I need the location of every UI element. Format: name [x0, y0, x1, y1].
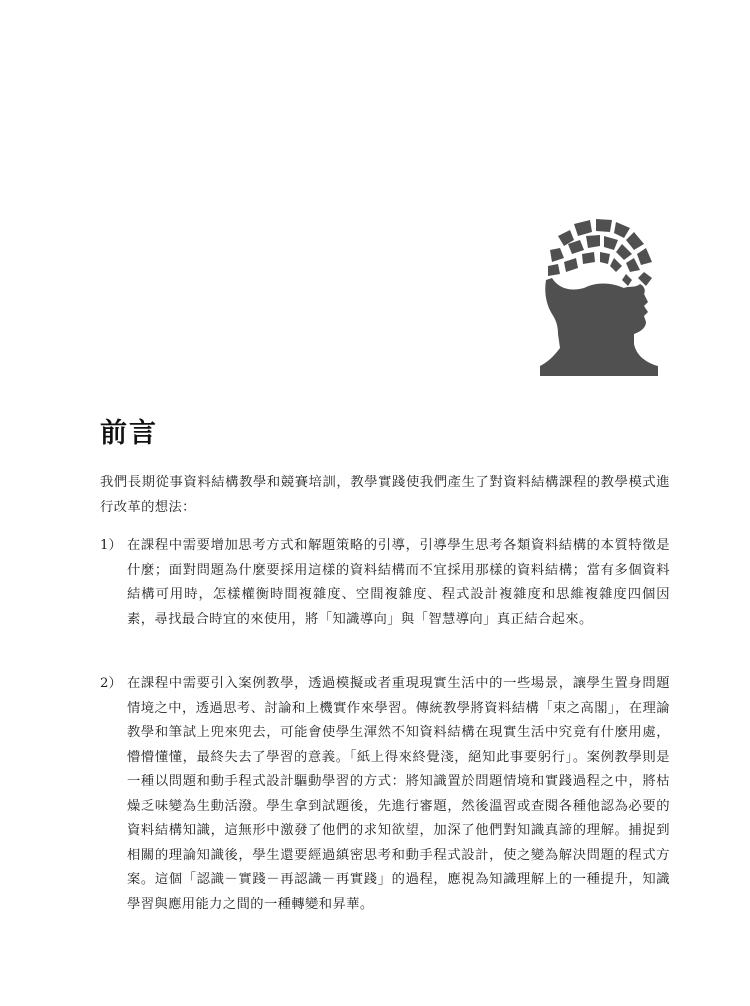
brain-tile	[637, 248, 652, 265]
list-item	[100, 672, 670, 917]
list-item-number: 1）	[100, 538, 122, 553]
brain-tile	[600, 252, 610, 264]
brain-tile	[638, 272, 652, 286]
list-item-text: 在課程中需要引入案例教學，透過模擬或者重現現實生活中的一些場景，讓學生置身問題情境之中，透過思考、討論和上機實作來學習。傳統教學將資料結構「束之高閣」，在理論教學和筆試上兜來兜去，可能會使學生渾然不知資料結構在現實生活中究竟有什麼用處，懵懵懂懂，最終失去了學習的意義。「紙上得來終覺淺，絕知此事要躬行」。案例教學則是一種以問題和動手程式設計驅動學習的方式：將知識置於問題情境和實踐過程之中，將枯燥乏味變為生動活潑。學生拿到試題後，先進行審題，然後溫習或查閱各種他認為必要的資料結構知識，這無形中激發了他們的求知欲望，加深了他們對知識真諦的理解。捕捉到相關的理論知識後，學生還要經過縝密思考和動手程式設計，使之變為解決問題的程式方案。這個「認識－實踐－再認識－再實踐」的過程，應視為知識理解上的一種提升，知識學習與應用能力之間的一種轉變和昇華。	[127, 676, 670, 912]
brain-tile	[548, 264, 560, 276]
page-title: 前言	[100, 418, 158, 449]
brain-tile	[582, 252, 595, 264]
head-with-brain-tiles-icon	[540, 216, 658, 376]
brain-tile	[626, 232, 644, 250]
brain-tile	[596, 219, 612, 232]
brain-tile	[610, 258, 622, 272]
brain-tile	[574, 220, 592, 236]
list-item	[100, 534, 670, 632]
brain-tile	[586, 235, 600, 248]
brain-tile	[614, 222, 630, 238]
brain-tile	[550, 248, 564, 262]
brain-tile	[622, 274, 632, 286]
intro-paragraph: 我們長期從事資料結構教學和競賽培訓，教學實踐使我們產生了對資料結構課程的教學模式進行改革的想法：	[100, 475, 670, 515]
brain-tile	[604, 236, 618, 250]
list-item-text: 在課程中需要增加思考方式和解題策略的引導，引導學生思考各類資料結構的本質特徵是什麼；面對問題為什麼要採用這樣的資料結構而不宜採用那樣的資料結構；當有多個資料結構可用時，怎樣權衡時間複雜度、空間複雜度、程式設計複雜度和思維複雜度四個因素，尋找最合時宜的來使用，將「知識導向」與「智慧導向」真正結合起來。	[127, 538, 670, 627]
brain-tile	[626, 258, 640, 272]
head-silhouette	[540, 278, 658, 376]
brain-tile	[616, 244, 632, 260]
brain-tile	[564, 258, 578, 272]
list-item-number: 2）	[100, 676, 122, 691]
